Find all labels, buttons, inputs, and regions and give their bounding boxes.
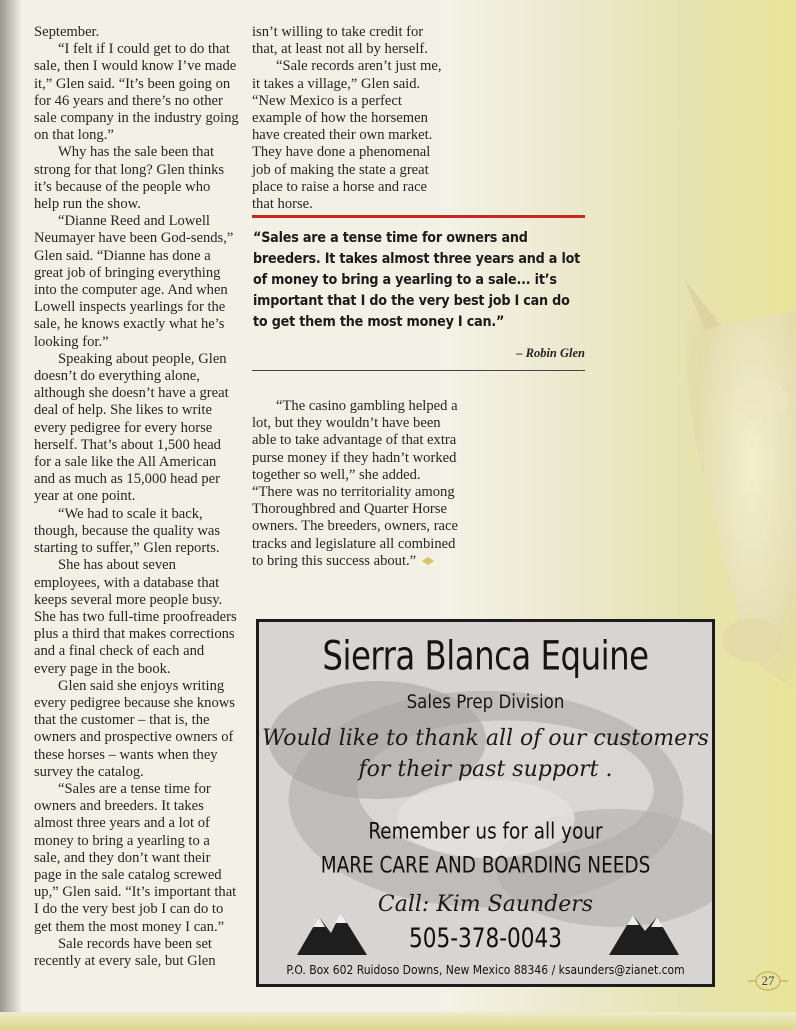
page-number-text: 27 — [761, 973, 775, 988]
article-paragraph: “Sales are a tense time for owners and breeders. It takes almost three years and a lot of money to bring a yearling to a sale, and they don’t want their page in the sale catalog screwed up,” Glen said. “It’s important that I do the very best job I can do to get them the most money I can.” — [34, 780, 237, 935]
mountain-icon — [297, 905, 367, 955]
article-paragraph: “We had to scale it back, though, because the quality was starting to suffer,” Glen reports. — [34, 505, 221, 557]
article-paragraph: Glen said she enjoys writing every pedigree because she knows that the customer – that is, the owners and prospective owners of these horses – wants when they survey the catalog. — [34, 677, 235, 780]
article-paragraph: “Dianne Reed and Lowell Neumayer have been God-sends,” Glen said. “Dianne has done a great job of bringing everything into the computer age. And when Lowell inspects yearlings for the sale, he knows exactly what he’s looking for.” — [34, 213, 234, 350]
article-paragraph: Speaking about people, Glen doesn’t do everything alone, although she doesn’t have a great deal of help. She likes to write every pedigree for every horse herself. That’s about 1,500 head for a sale like the All American and as much as 15,000 head per year at one point. — [34, 350, 229, 505]
pull-quote-attribution: – Robin Glen — [516, 346, 585, 360]
page-bottom-edge — [0, 1012, 796, 1030]
article-text: “The casino gambling helped a lot, but they wouldn’t have been able to take advantage of that extra purse money if they hadn’t worked together so well,” she added. “There was no territoriality among Thoroughbred and Quarter Horse owners. The breeders, owners, race tracks and legislature all combined to bring this success about.” — [252, 398, 458, 569]
end-mark-icon — [422, 557, 434, 565]
pull-quote: “Sales are a tense time for owners and breeders. It takes almost three years and a lot of money to bring a yearling to a sale... it’s important that I do the very best job I can do to get them the most money I can.” — [253, 230, 581, 330]
ad-address: P.O. Box 602 Ruidoso Downs, New Mexico 88346 / ksaunders@zianet.com — [286, 963, 685, 977]
ad-remember-line: Remember us for all your — [368, 817, 603, 845]
article-paragraph: “I felt if I could get to do that sale, then I would know I’ve made it,” Glen said. “It’s been going on for 46 years and there’s no other sale company in the industry going on that long.” — [34, 41, 239, 144]
article-paragraph — [252, 398, 460, 570]
article-paragraph: “Sale records aren’t just me, it takes a village,” Glen said. “New Mexico is a perfect example of how the horsemen have created their own market. They have done a phenomenal job of making the state a great place to raise a horse and race that horse. — [252, 58, 442, 213]
article-column-1 — [34, 24, 239, 970]
ad-contact-name: Call: Kim Saunders — [377, 892, 594, 917]
pull-quote-bottom-rule — [252, 370, 585, 371]
pull-quote-top-rule — [252, 215, 585, 218]
ad-thanks-line-1: Would like to thank all of our customers — [262, 726, 709, 751]
sierra-blanca-advertisement — [256, 619, 715, 987]
page-gutter-shadow — [0, 0, 22, 1030]
ad-phone-number: 505-378-0043 — [409, 922, 562, 954]
article-paragraph: September. — [34, 24, 100, 40]
ad-services-line: MARE CARE AND BOARDING NEEDS — [320, 851, 651, 879]
ad-thanks-line-2: for their past support . — [358, 757, 613, 782]
article-column-3 — [252, 398, 460, 570]
page-number — [748, 968, 788, 994]
article-paragraph: isn’t willing to take credit for that, at least not all by herself. — [252, 24, 428, 58]
article-column-2 — [252, 24, 447, 213]
article-paragraph: She has about seven employees, with a database that keeps several more people busy. She has two full-time proofreaders plus a third that makes corrections and a final check of each and every page in the book. — [34, 557, 237, 677]
ad-subtitle: Sales Prep Division — [406, 692, 565, 713]
article-paragraph: Sale records have been set recently at every sale, but Glen — [34, 935, 216, 969]
ad-title: Sierra Blanca Equine — [322, 633, 649, 680]
article-paragraph: Why has the sale been that strong for that long? Glen thinks it’s because of the people who help run the show. — [34, 144, 225, 213]
mountain-icon — [609, 905, 679, 955]
